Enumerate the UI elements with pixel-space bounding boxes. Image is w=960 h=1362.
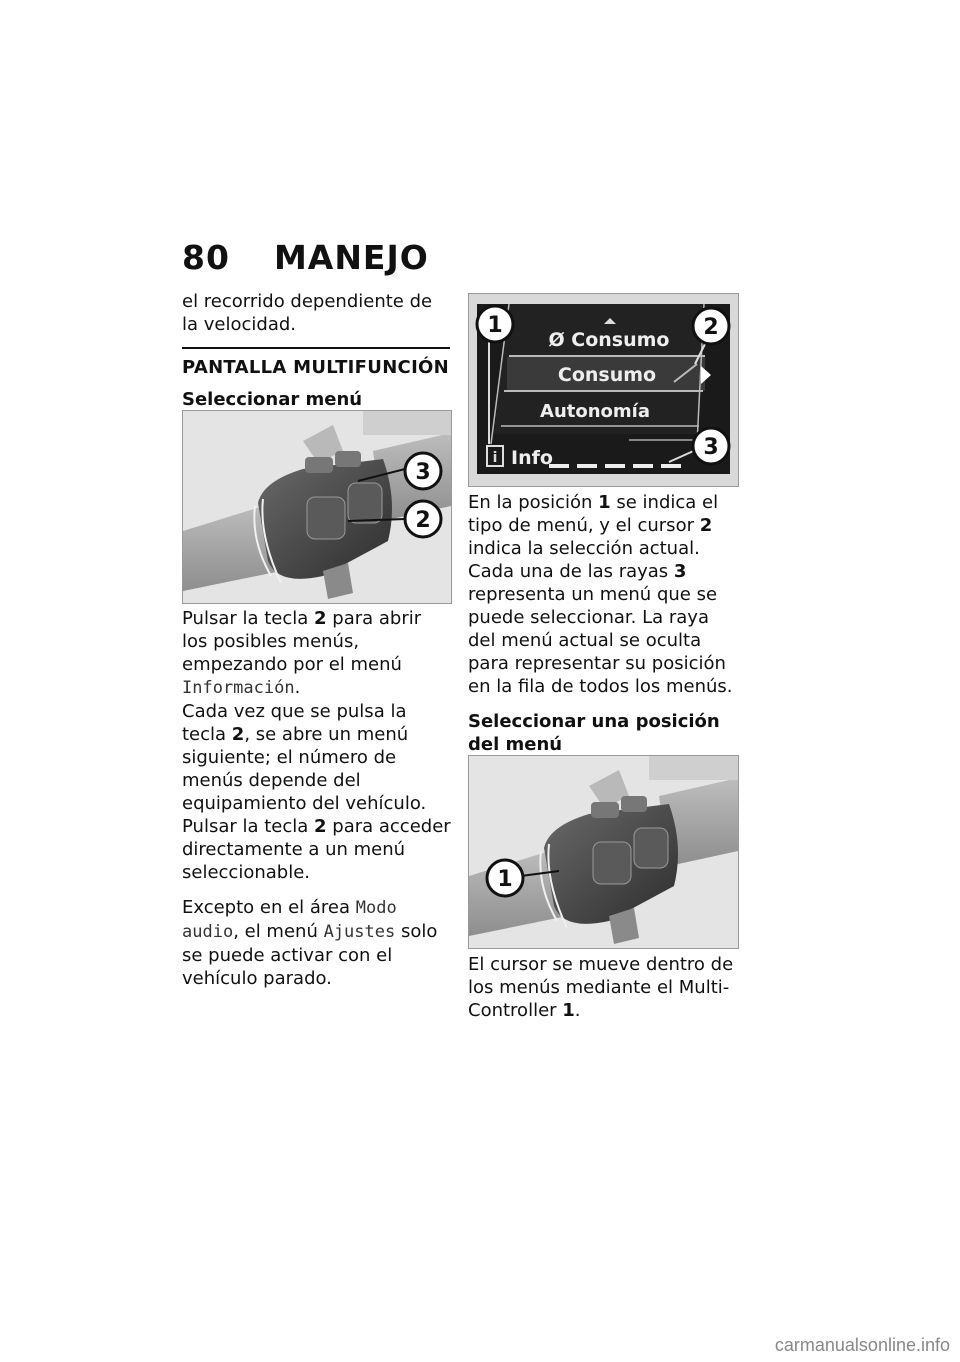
callout-1: 1 (487, 313, 503, 338)
callout-3: 3 (415, 460, 431, 485)
svg-text:i: i (492, 450, 498, 466)
section-rule (182, 347, 450, 349)
display-illustration (469, 294, 738, 486)
handlebar-illustration-1 (183, 411, 451, 603)
menu-name-informacion: Información (182, 678, 295, 698)
handlebar-illustration-2 (469, 756, 738, 948)
info-label: Info (511, 447, 553, 469)
left-body (182, 607, 452, 990)
menu-name-ajustes: Ajustes (323, 922, 396, 942)
left-intro (182, 290, 452, 336)
figure-display-menu (468, 293, 739, 487)
figure-handlebar-2 (468, 755, 739, 949)
callout-1: 1 (497, 867, 513, 892)
callout-3: 3 (703, 435, 719, 460)
figure-handlebar-1 (182, 410, 452, 604)
intro-text: el recorrido dependiente de la velocidad. (182, 291, 433, 335)
paragraph-2: Cada vez que se pulsa la tecla 2, se abre un menú siguiente; el número de menús depende del equipamiento del vehículo. (182, 701, 427, 814)
callout-2: 2 (415, 508, 431, 533)
paragraph-display-explanation: En la posición 1 se indica el tipo de menú, y el cursor 2 indica la selección actual. Cada una de las rayas 3 representa un menú que se puede seleccionar. La raya del menú actual se oculta para representar su posición en la fila de todos los menús. (468, 492, 733, 697)
menu-row-avg-consumption: Ø Consumo (548, 329, 670, 351)
area-name-modo-audio: Modo audio (182, 898, 397, 942)
subheading-select-position: Seleccionar una posición del menú (468, 711, 720, 755)
paragraph-multicontroller: El cursor se mueve dentro de los menús mediante el Multi-Controller 1. (468, 954, 734, 1021)
right-body (468, 491, 738, 756)
menu-row-range: Autonomía (540, 401, 650, 422)
section-title: PANTALLA MULTIFUNCIÓN (182, 357, 450, 378)
right-body-2 (468, 953, 738, 1022)
page-title: MANEJO (273, 238, 429, 277)
left-headings (182, 356, 452, 411)
menu-row-consumption-selected: Consumo (557, 364, 657, 386)
subheading-select-menu: Seleccionar menú (182, 389, 363, 410)
paragraph-1: Pulsar la tecla 2 para abrir los posibles menús, empezando por el menú Información. (182, 608, 422, 698)
watermark: carmanualsonline.info (774, 1335, 950, 1355)
paragraph-3: Pulsar la tecla 2 para acceder directamente a un menú seleccionable. (182, 816, 451, 883)
paragraph-4: Excepto en el área Modo audio, el menú Ajustes solo se puede activar con el vehículo parado. (182, 897, 438, 989)
callout-2: 2 (703, 315, 719, 340)
page-header (182, 238, 429, 277)
page-number: 80 (182, 238, 230, 277)
